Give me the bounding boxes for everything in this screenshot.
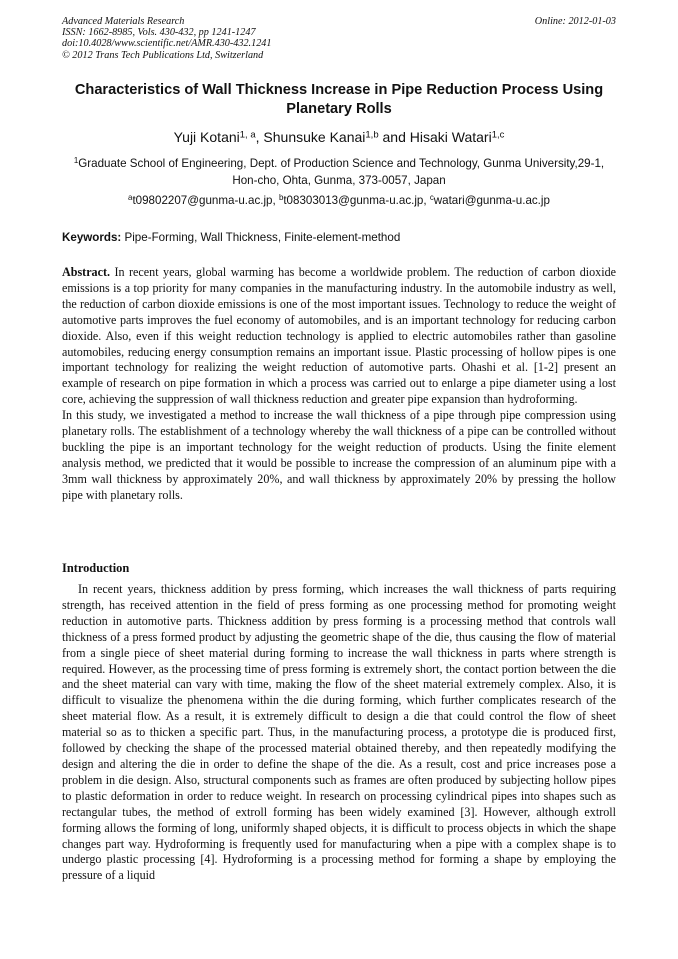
author-sep-2: and: [378, 129, 410, 145]
email-c-marker: c: [429, 193, 434, 203]
keywords-text: Pipe-Forming, Wall Thickness, Finite-element-method: [121, 231, 401, 244]
affiliation: [62, 156, 616, 189]
keywords: [62, 230, 616, 245]
email-b: t08303013@gunma-u.ac.jp: [283, 194, 424, 207]
abstract-text-1: In recent years, global warming has become a worldwide problem. The reduction of carbon dioxide emissions is a top priority for many companies in the manufacturing industry. In the automobile industry as well, the reduction of carbon dioxide emissions is one of the most important issues. Technology to reduce the weight of automotive parts improves the fuel economy of automobiles, and is an important technology for reducing carbon dioxide. Also, even if this weight reduction technology is applied to electric automobiles rather than gasoline automobiles, reducing energy consumption remains an important issue. Plastic processing of hollow pipes is one important technology for realizing the weight reduction of automotive parts. Ohashi et al. [1-2] present an example of research on pipe formation in which a process was carried out to enlarge a pipe diameter using a lost core, achieving the suppression of wall thickness reduction and greater pipe expansion than hydroforming.: [62, 265, 616, 407]
journal-name: Advanced Materials Research: [62, 16, 185, 27]
doi-line: doi:10.4028/www.scientific.net/AMR.430-432.1241: [62, 38, 272, 50]
email-a: t09802207@gunma-u.ac.jp: [132, 194, 273, 207]
affiliation-text: Graduate School of Engineering, Dept. of Production Science and Technology, Gunma University,29-1, Hon-cho, Ohta, Gunma, 373-0057, Japan: [78, 157, 605, 187]
author-2: Shunsuke Kanai: [263, 129, 366, 145]
author-2-affil: 1,b: [365, 129, 379, 141]
keywords-label: Keywords:: [62, 231, 122, 244]
abstract-label: Abstract.: [62, 265, 111, 279]
email-sep-2: ,: [423, 194, 430, 207]
author-1-affil: 1, a: [239, 129, 256, 141]
abstract-paragraph-1: [62, 265, 616, 408]
journal-header: [62, 16, 616, 61]
email-sep-1: ,: [272, 194, 279, 207]
copyright-line: © 2012 Trans Tech Publications Ltd, Switzerland: [62, 49, 264, 61]
introduction-paragraph-1: In recent years, thickness addition by press forming, which increases the wall thickness of parts requiring strength, has received attention in the field of press forming as one processing method for promoting weight reduction in automotive parts. Thickness addition by press forming is a processing method that controls wall thickness of a press formed product by adjusting the geometric shape of the die, thus causing the flow of material from a single piece of sheet material during forming to increase the wall thickness in parts where strength is required. However, as the processing time of press forming is extremely short, the contact portion between the die and the sheet material can vary with time, making the flow of the sheet material extremely complex. Also, it is difficult to visualize the phenomena within the die during forming, which further complicates research of the sheet material flow. As a result, it is extremely difficult to design a die that could control the flow of sheet material so as to thicken a specific part. Thus, in the manufacturing process, a prototype die is produced first, followed by checking the shape of the processed material obtained thereby, and then repeatedly modifying the design and altering the die in order to define the shape of the die. As a result, cost and price increases pose a problem in die design. Also, structural components such as frames are often produced by subjecting hollow pipes to plastic deformation in order to reduce weight. In research on processing cylindrical pipes into shapes such as rectangular tubes, the method of extroll forming has been widely examined [3]. However, although extroll forming allows the forming of long, uniformly shaped objects, it is difficult to process objects in which the shape changes part way. Hydroforming is frequently used for manufacturing when a pipe with a complex shape is to undergo plastic processing [4]. Hydroforming is a processing method for forming a shape by employing the pressure of a liquid: [62, 582, 616, 883]
online-date: Online: 2012-01-03: [534, 16, 616, 27]
issn-line: ISSN: 1662-8985, Vols. 430-432, pp 1241-1247: [62, 27, 256, 39]
author-1: Yuji Kotani: [173, 129, 240, 145]
author-sep-1: ,: [255, 129, 264, 145]
paper-title: Characteristics of Wall Thickness Increase in Pipe Reduction Process Using Planetary Rolls: [74, 82, 604, 117]
author-3-affil: 1,c: [491, 129, 505, 141]
email-a-marker: a: [128, 193, 133, 203]
author-3: Hisaki Watari: [409, 129, 492, 145]
email-c: watari@gunma-u.ac.jp: [433, 194, 550, 207]
introduction-heading: Introduction: [62, 561, 130, 575]
affiliation-marker: 1: [73, 156, 79, 166]
introduction-body: [62, 582, 616, 884]
email-b-marker: b: [278, 193, 284, 203]
email-list: [62, 193, 616, 208]
abstract: [62, 265, 616, 504]
author-list: [62, 128, 616, 146]
abstract-paragraph-2: In this study, we investigated a method to increase the wall thickness of a pipe through pipe compression using planetary rolls. The establishment of a technology whereby the wall thickness of a pipe can be controlled without buckling the pipe is an important technology for the weight reduction of products. Using the finite element analysis method, we predicted that it would be possible to increase the compression of an aluminum pipe with a 3mm wall thickness by approximately 20%, and wall thickness by approximately 20% by pressing the hollow pipe with planetary rolls.: [62, 408, 616, 502]
